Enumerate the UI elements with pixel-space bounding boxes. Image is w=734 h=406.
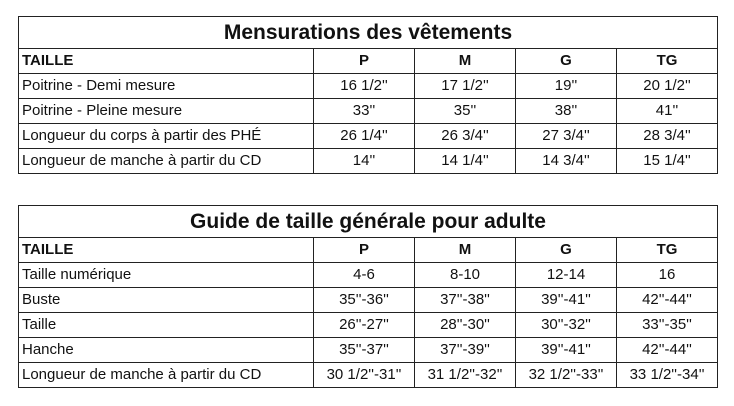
table-cell: 33'' bbox=[314, 99, 415, 124]
table-cell: 26 1/4'' bbox=[314, 124, 415, 149]
header-cell: P bbox=[314, 49, 415, 74]
table-cell: 26''-27'' bbox=[314, 313, 415, 338]
table-cell: 37''-39'' bbox=[415, 338, 516, 363]
table-cell: 42''-44'' bbox=[617, 338, 718, 363]
table-row bbox=[19, 74, 718, 99]
header-cell: TG bbox=[617, 238, 718, 263]
header-cell: TG bbox=[617, 49, 718, 74]
table-cell: 30''-32'' bbox=[516, 313, 617, 338]
row-label: Longueur du corps à partir des PHÉ bbox=[19, 124, 314, 149]
table-cell: 8-10 bbox=[415, 263, 516, 288]
table-cell: 39''-41'' bbox=[516, 338, 617, 363]
size-guide-header-row bbox=[19, 238, 718, 263]
header-cell: P bbox=[314, 238, 415, 263]
row-label: Taille bbox=[19, 313, 314, 338]
table-cell: 35'' bbox=[415, 99, 516, 124]
table-row bbox=[19, 99, 718, 124]
table-row bbox=[19, 124, 718, 149]
table-cell: 15 1/4'' bbox=[617, 149, 718, 174]
table-cell: 32 1/2''-33'' bbox=[516, 363, 617, 388]
table-cell: 19'' bbox=[516, 74, 617, 99]
table-cell: 26 3/4'' bbox=[415, 124, 516, 149]
table-cell: 38'' bbox=[516, 99, 617, 124]
table-row bbox=[19, 363, 718, 388]
table-row bbox=[19, 338, 718, 363]
table-cell: 33 1/2''-34'' bbox=[617, 363, 718, 388]
table-cell: 20 1/2'' bbox=[617, 74, 718, 99]
row-label: Longueur de manche à partir du CD bbox=[19, 149, 314, 174]
measurements-table bbox=[18, 16, 718, 174]
table-row bbox=[19, 313, 718, 338]
header-cell: G bbox=[516, 49, 617, 74]
table-cell: 30 1/2''-31'' bbox=[314, 363, 415, 388]
table-row bbox=[19, 263, 718, 288]
row-label: Hanche bbox=[19, 338, 314, 363]
measurements-header-row bbox=[19, 49, 718, 74]
table-cell: 4-6 bbox=[314, 263, 415, 288]
table-cell: 42''-44'' bbox=[617, 288, 718, 313]
measurements-title: Mensurations des vêtements bbox=[19, 17, 718, 49]
table-cell: 14 3/4'' bbox=[516, 149, 617, 174]
table-cell: 35''-37'' bbox=[314, 338, 415, 363]
table-cell: 14'' bbox=[314, 149, 415, 174]
table-cell: 28 3/4'' bbox=[617, 124, 718, 149]
table-cell: 41'' bbox=[617, 99, 718, 124]
size-guide-table bbox=[18, 205, 718, 388]
table-row bbox=[19, 288, 718, 313]
table-cell: 28''-30'' bbox=[415, 313, 516, 338]
header-cell: TAILLE bbox=[19, 238, 314, 263]
table-cell: 17 1/2'' bbox=[415, 74, 516, 99]
table-row bbox=[19, 149, 718, 174]
row-label: Taille numérique bbox=[19, 263, 314, 288]
table-cell: 27 3/4'' bbox=[516, 124, 617, 149]
table-cell: 39''-41'' bbox=[516, 288, 617, 313]
row-label: Poitrine - Demi mesure bbox=[19, 74, 314, 99]
row-label: Longueur de manche à partir du CD bbox=[19, 363, 314, 388]
table-cell: 12-14 bbox=[516, 263, 617, 288]
table-cell: 35''-36'' bbox=[314, 288, 415, 313]
row-label: Buste bbox=[19, 288, 314, 313]
table-cell: 16 bbox=[617, 263, 718, 288]
header-cell: M bbox=[415, 49, 516, 74]
size-guide-title: Guide de taille générale pour adulte bbox=[19, 206, 718, 238]
header-cell: M bbox=[415, 238, 516, 263]
header-cell: TAILLE bbox=[19, 49, 314, 74]
row-label: Poitrine - Pleine mesure bbox=[19, 99, 314, 124]
table-cell: 33''-35'' bbox=[617, 313, 718, 338]
table-cell: 37''-38'' bbox=[415, 288, 516, 313]
header-cell: G bbox=[516, 238, 617, 263]
table-cell: 16 1/2'' bbox=[314, 74, 415, 99]
table-cell: 31 1/2''-32'' bbox=[415, 363, 516, 388]
table-cell: 14 1/4'' bbox=[415, 149, 516, 174]
